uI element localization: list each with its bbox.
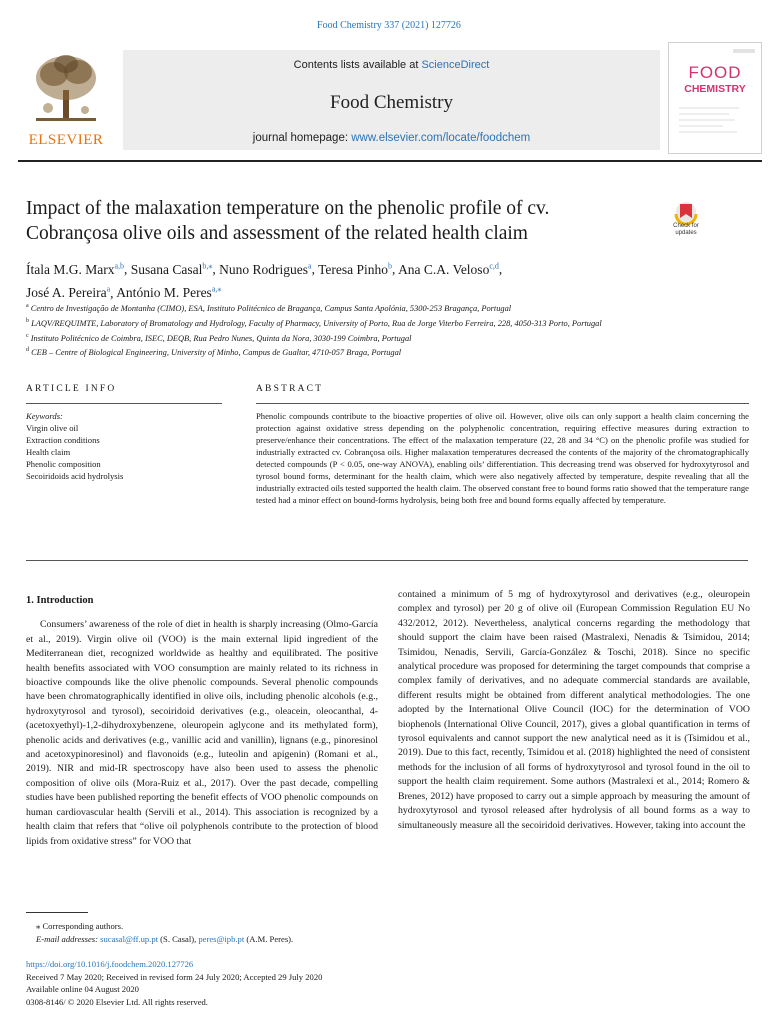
article-info-rule <box>26 403 222 404</box>
journal-name: Food Chemistry <box>330 92 453 113</box>
affiliation-item: $^b$ LAQV/REQUIMTE, Laboratory of Bromatology and Hydrology, Faculty of Pharmacy, University of Porto, Rua de Jorge Viterbo Ferreira, 228, 4050-313 Porto, Portugal <box>26 317 602 328</box>
body-paragraph: Consumers’ awareness of the role of diet in health is sharply increasing (Olmo-García et al., 2019). Virgin olive oil (VOO) is the main external lipid ingredient of the Mediterranean diet, recognized worldwide as healthy and equilibrated. The positive health benefits associated with VOO consumption are mainly related to its richness in bioactive compounds like the olive phenolic compounds. Several phenolic compounds have been chromatographically identified in olive oils, including phenolic alcohols (e.g., hydroxytyrosol and tyrosol), secoiridoid derivatives (e.g., oleacein, oleocanthal, 4-(acetoxyethyl)-1,2-dihydroxybenzene, oleuropein aglycone and its methylated form), phenolic acids and derivatives (e.g., vanillic acid and vanillin), lignans (e.g., pinoresinol and acetoxypinoresinol) and flavonoids (e.g., luteolin and apigenin) (Romani et al., 2019). NIR and mid-IR spectroscopy have also been used to assess the phenolic composition of olive oils (Mora-Ruiz et al., 2017). Over the past decade, compelling studies have been published reporting the benefit effects of VOO phenolic compounds on human cardiovascular health (Servili et al., 2014). This association is recognized by a health claim that refers that “olive oil polyphenols contribute to the protection of blood lipids from oxidative stress” for VOO that <box>26 619 378 847</box>
header-rule <box>18 160 762 162</box>
sciencedirect-link[interactable]: ScienceDirect <box>421 59 490 71</box>
email-label: E-mail addresses: <box>36 933 98 944</box>
available-online: Available online 04 August 2020 <box>26 984 139 994</box>
article-info-heading: ARTICLE INFO <box>26 384 117 394</box>
elsevier-tree-icon <box>30 50 102 126</box>
author[interactable]: Ítala M.G. Marx$^{a,b}$ <box>26 261 125 277</box>
email-line <box>26 933 526 946</box>
keyword-item: Virgin olive oil <box>26 423 79 433</box>
email-link[interactable]: peres@ipb.pt <box>198 933 245 944</box>
author[interactable]: Nuno Rodrigues$^a$ <box>219 261 312 277</box>
affiliations <box>26 300 726 359</box>
check-for-updates-line1: Check for <box>673 223 699 229</box>
email-owner: (S. Casal), <box>160 933 197 944</box>
body-paragraph: contained a minimum of 5 mg of hydroxytyrosol and derivatives (e.g., oleuropein complex and tyrosol) per 20 g of olive oil (European Commission Regulation EU No 432/2012, 2012). Nevertheless, analytical concerns regarding the methodology that should support the claim have been raised (Mastralexi, Nenadis & Tsimidou, 2014; Tsimidou, Nenadis, Servili, García-González & Toschi, 2018). Since no specific analytical procedure was proposed for determining the target compounds that comprise a complex family of derivatives, and no adequate commercial standards are available, different results might be obtained from different analytical methodologies. The one adopted by the International Olive Council (IOC) for the determination of VOO biophenols (International Olive Council, 2017), gives a global quantification in terms of tyrosol equivalents and cannot support the new analytical need as it is (Tsimidou et al., 2019). Due to this fact, recently, Tsimidou et al. (2018) highlighted the need of consistent methods for the inclusion of all forms of hydroxytyrosol and tyrosol found in the oil to support the health claim requirement. Some authors (Mastralexi et al., 2014; Romero & Brenes, 2012) have proposed to carry out a simple approach by measuring the amount of hydroxytyrosol and tyrosol released after hydrolysis of all bound forms as a way to simultaneously measure all the secoiridoid derivatives. However, taking into account the <box>398 589 750 831</box>
affiliation-item: $^a$ Centro de Investigação de Montanha (CIMO), ESA, Instituto Politécnico de Bragança, Campus Santa Apolónia, 5300-253 Bragança, Portugal <box>26 303 512 313</box>
abstract-rule <box>256 403 749 404</box>
journal-cover[interactable] <box>668 42 762 154</box>
keyword-item: Extraction conditions <box>26 435 100 445</box>
check-for-updates-line2: updates <box>675 230 697 236</box>
check-for-updates-icon[interactable] <box>666 200 706 244</box>
email-owner: (A.M. Peres). <box>246 933 294 944</box>
homepage-prefix: journal homepage: <box>252 132 352 144</box>
journal-header <box>18 42 762 154</box>
journal-banner <box>123 50 660 150</box>
section-heading: 1. Introduction <box>26 595 94 606</box>
body-left-column <box>26 594 378 849</box>
abstract-heading: ABSTRACT <box>256 384 324 394</box>
cover-title-food: FOOD <box>688 63 742 82</box>
copyright: 0308-8146/ © 2020 Elsevier Ltd. All rights reserved. <box>26 996 208 1007</box>
body-right-column <box>398 588 750 833</box>
journal-citation[interactable]: Food Chemistry 337 (2021) 127726 <box>317 20 461 31</box>
homepage-link[interactable]: www.elsevier.com/locate/foodchem <box>351 132 531 144</box>
keyword-item: Health claim <box>26 447 71 457</box>
affiliation-item: $^d$ CEB – Centre of Biological Engineering, University of Minho, Campus de Gualtar, 4710-057 Braga, Portugal <box>26 347 402 358</box>
author[interactable]: Ana C.A. Veloso$^{c,d}$ <box>398 261 499 277</box>
abstract-text: Phenolic compounds contribute to the bioactive properties of olive oil. However, olive oils can only support a health claim concerning the protection against oxidative stress depending on the polyphenolic concentration, requiring effective measures during extraction to preserve/enhance their concentrations. The effect of the malaxation temperature (22, 28 and 34 °C) on the phenolic profile was studied for industrially extracted cv. Cobrançosa oils. Higher malaxation temperatures decreased the contents of the majority of the chromatographically detected compounds (P < 0.05, one-way ANOVA), enabling oils’ differentiation. This decreasing trend was observed for hydroxytyrosol and tyrosol bound forms, determinant for the health claim, which were also negatively affected by temperature, despite revealing that all the industrially extracted oils tested supported the health claim. The observed constant free to bound forms ratio showed that the temperature range tested had a minor effect on bound-forms hydrolysis, being both free and bound forms equally affected by temperature. <box>256 411 749 505</box>
author[interactable]: Susana Casal$^{b,⁎}$ <box>130 261 213 277</box>
author[interactable]: António M. Peres$^{a,⁎}$ <box>116 284 222 300</box>
keyword-item: Phenolic composition <box>26 459 101 469</box>
email-link[interactable]: sucasal@ff.up.pt <box>100 933 159 944</box>
elsevier-logo[interactable] <box>18 50 114 150</box>
elsevier-wordmark: ELSEVIER <box>28 132 104 148</box>
keywords-label: Keywords: <box>26 411 63 421</box>
footnotes <box>26 920 526 945</box>
keywords-block <box>26 410 226 482</box>
cover-volume-bar <box>733 49 755 53</box>
article-title: Impact of the malaxation temperature on the phenolic profile of cv. Cobrançosa olive oils and assessment of the related health claim <box>26 198 550 244</box>
received-dates: Received 7 May 2020; Received in revised form 24 July 2020; Accepted 29 July 2020 <box>26 971 323 982</box>
keyword-item: Secoiridoids acid hydrolysis <box>26 471 124 481</box>
doi-link[interactable]: https://doi.org/10.1016/j.foodchem.2020.127726 <box>26 959 194 969</box>
check-for-updates-label[interactable] <box>660 223 712 237</box>
author[interactable]: José A. Pereira$^a$ <box>26 284 111 300</box>
cover-title-chemistry: CHEMISTRY <box>684 83 746 95</box>
contents-prefix: Contents lists available at <box>293 59 422 71</box>
corresponding-note: ⁎ Corresponding authors. <box>36 921 124 931</box>
affiliation-item: $^c$ Instituto Politécnico de Coimbra, ISEC, DEQB, Rua Pedro Nunes, Quinta da Nora, 3030-199 Coimbra, Portugal <box>26 332 412 343</box>
abstract-bottom-rule <box>26 560 748 561</box>
footnote-rule <box>26 912 88 913</box>
author[interactable]: Teresa Pinho$^b$ <box>318 261 393 277</box>
contents-line <box>123 59 660 71</box>
publication-info <box>26 958 526 1008</box>
homepage-line <box>123 132 660 144</box>
author-list: Ítala M.G. Marx$^{a,b}$, Susana Casal$^{b,⁎}$, Nuno Rodrigues$^a$, Teresa Pinho$^b$, Ana C.A. Veloso$^{c,d}$, José A. Pereira$^a$, António M. Peres$^{a,⁎}$ <box>26 261 503 300</box>
